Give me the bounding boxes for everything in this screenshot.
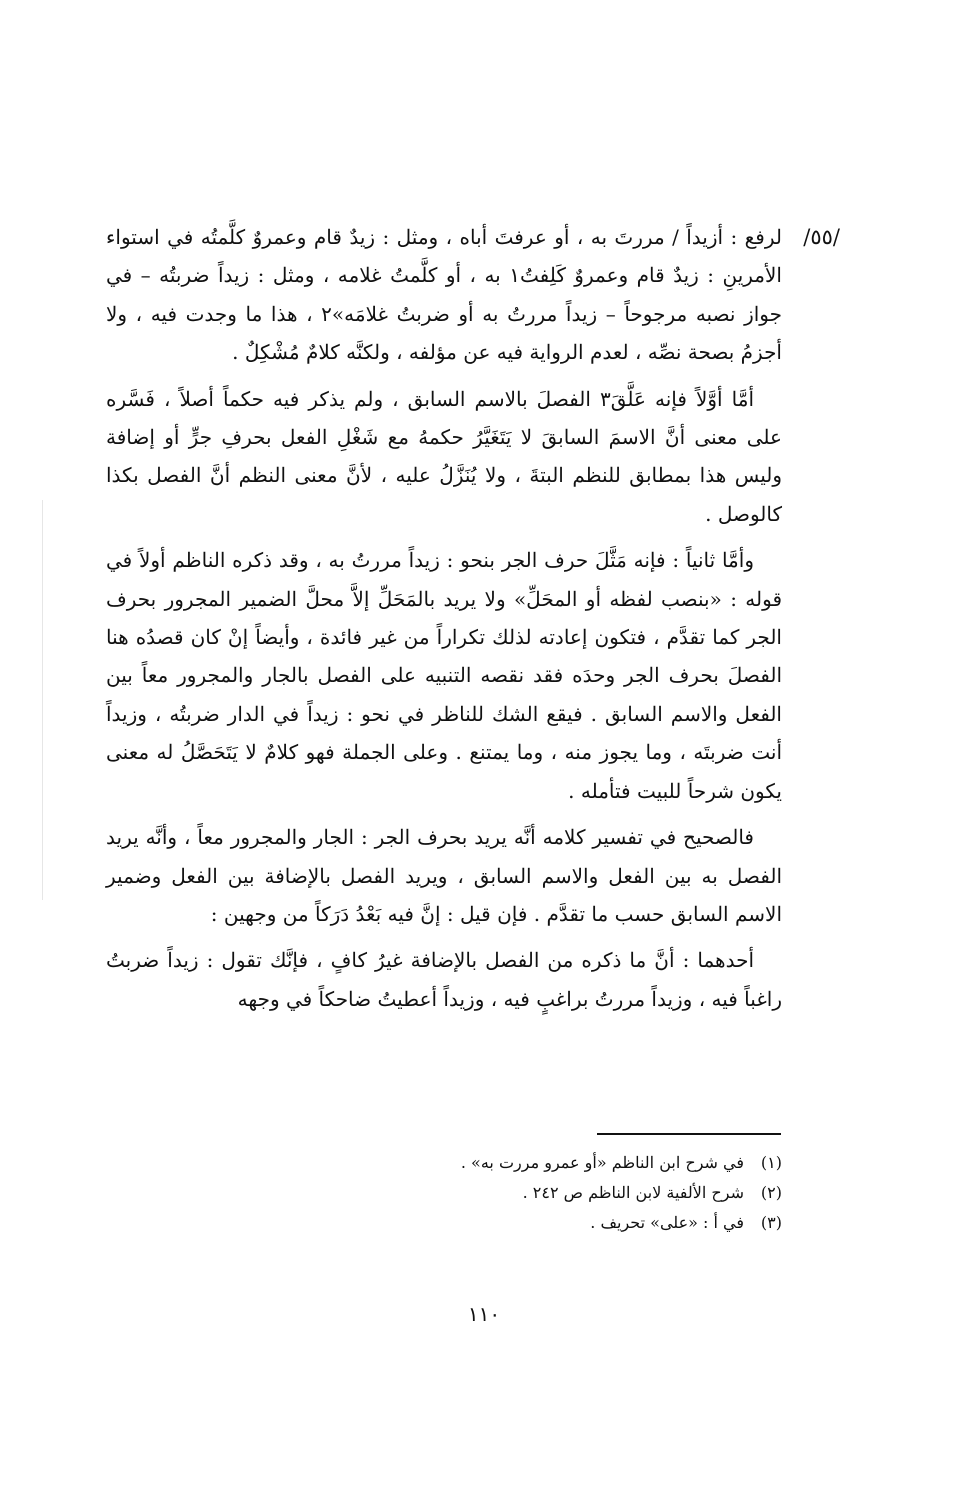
paragraph-3: وأمَّا ثانياً : فإنه مَثَّلَ حرف الجر بنحو : زيداً مررتُ به ، وقد ذكره الناظم أولاً في قوله : «بنصب لفظه أو المحَلِّ» ولا يريد بالمَحَلِّ إلاَّ محلَّ الضمير المجرور بحرف الجر كما تقدَّم ، فتكون إعادته لذلك تكراراً من غير فائدة ، وأيضاً إنْ كان قصدُه هنا الفصلَ بحرف الجر وحدَه فقد نقصه التنبيه على الفصل بالجار والمجرور معاً بين الفعل والاسم السابق . فيقع الشك للناظر في نحو : زيداً في الدار ضربتُه ، وزيداً أنت ضربتَه ، وما يجوز منه ، وما يمتنع . وعلى الجملة فهو كلامٌ لا يَتَحَصَّلُ له معنى يكون شرحاً للبيت فتأمله . bbox=[106, 548, 782, 803]
footnote-number: (١) bbox=[760, 1153, 782, 1172]
paragraph-1: لرفع : أزيداً / مررتَ به ، أو عرفتَ أباه ، ومثل : زيدٌ قام وعمروٌ كلَّمتُه في استواء الأمرينِ : زيدٌ قام وعمروٌ كَلِفتُ١ به ، أو كلَّمتُ غلامه ، ومثل : زيداً ضربتُه – في جواز نصبه مرجوحاً – زيداً مررتُ به أو ضربتُ غلامَه»٢ ، هذا ما وجدت فيه ، ولا أجزمُ بصحة نصِّه ، لعدم الرواية فيه عن مؤلفه ، ولكنَّه كلامٌ مُشْكِلٌ . bbox=[106, 225, 782, 365]
footnote-3 bbox=[106, 1208, 782, 1238]
footnote-1 bbox=[106, 1148, 782, 1178]
footnote-text: في شرح ابن الناظم «أو عمرو مررت به» . bbox=[460, 1153, 744, 1172]
main-text bbox=[106, 218, 782, 1026]
footnote-number: (٣) bbox=[760, 1213, 782, 1232]
page-number: ١١٠ bbox=[467, 1302, 501, 1326]
footnotes bbox=[106, 1148, 782, 1238]
footnote-number: (٢) bbox=[760, 1183, 782, 1202]
folio-marker: /٥٥/ bbox=[803, 225, 840, 249]
paragraph-4: فالصحيح في تفسير كلامه أنَّه يريد بحرف الجر : الجار والمجرور معاً ، وأنَّه يريد الفصل به بين الفعل والاسم السابق ، ويريد الفصل بالإضافة بين الفعل وضمير الاسم السابق حسب ما تقدَّم . فإن قيل : إنَّ فيه بَعْدُ دَرَكاً من وجهين : bbox=[106, 825, 782, 926]
scan-edge-line bbox=[42, 500, 43, 900]
footnote-2 bbox=[106, 1178, 782, 1208]
footnote-text: في أ : «على» تحريف . bbox=[590, 1213, 744, 1232]
footnote-separator bbox=[597, 1133, 781, 1135]
paragraph-5: أحدهما : أنَّ ما ذكره من الفصل بالإضافة غيرُ كافٍ ، فإنَّك تقول : زيداً ضربتُ راغباً فيه ، وزيداً مررتُ براغبٍ فيه ، وزيداً أعطيتُ ضاحكاً في وجهه bbox=[106, 948, 782, 1011]
footnote-text: شرح الألفية لابن الناظم ص ٢٤٢ . bbox=[522, 1183, 744, 1202]
paragraph-2: أمَّا أوَّلاً فإنه عَلَّقَ٣ الفصلَ بالاسم السابق ، ولم يذكر فيه حكماً أصلاً ، فَسَّره على معنى أنَّ الاسمَ السابقَ لا يَتَغَيَّرُ حكمهُ مع شَغْلِ الفعل بحرفِ جرٍّ أو إضافة وليس هذا بمطابق للنظم البتةَ ، ولا يُنَزَّلُ عليه ، لأنَّ معنى النظم أنَّ الفصل بكذا كالوصل . bbox=[106, 386, 783, 526]
